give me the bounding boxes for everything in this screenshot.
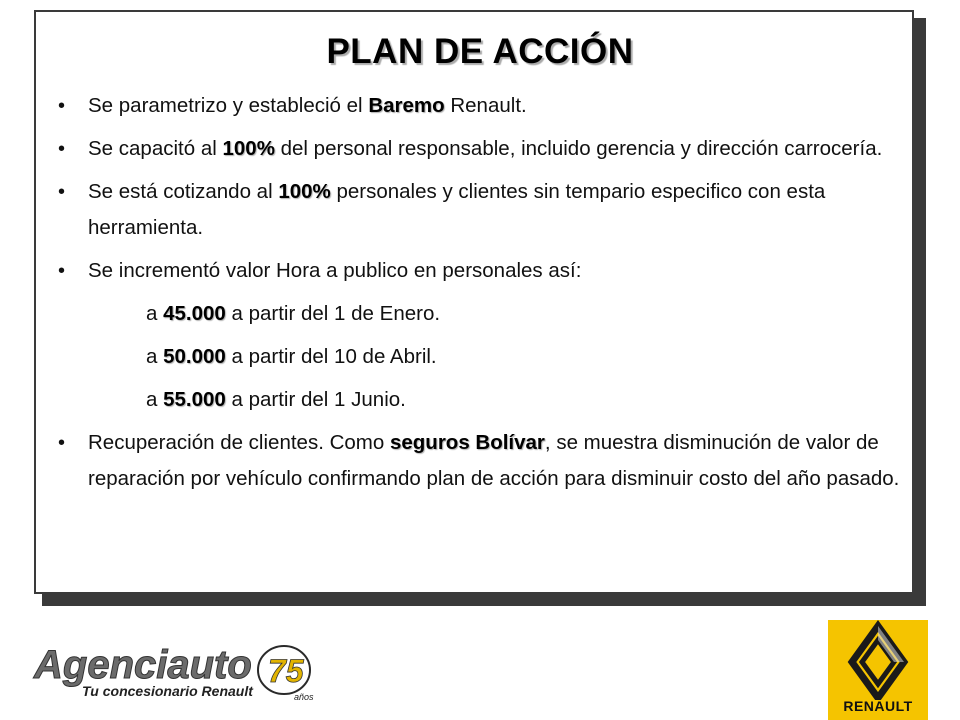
agenciauto-logo bbox=[32, 638, 332, 708]
bullet-icon: • bbox=[58, 181, 66, 203]
rate-line-january: a 45.000 a partir del 1 de Enero. bbox=[146, 302, 441, 325]
agenciauto-name: Agenciauto bbox=[34, 643, 252, 687]
list-item-quoting: • Se está cotizando al 100% personales y clientes sin tempario especifico con esta herramienta. bbox=[58, 174, 918, 246]
bullet-icon: • bbox=[58, 95, 66, 117]
bullet-icon: • bbox=[58, 138, 66, 160]
list-item-baremo: • Se parametrizo y estableció el Baremo Renault. bbox=[58, 88, 918, 124]
agenciauto-tagline: Tu concesionario Renault bbox=[82, 683, 253, 699]
page-title: PLAN DE ACCIÓN bbox=[326, 32, 634, 71]
anniversary-years: 75 bbox=[268, 653, 304, 689]
anniversary-anos: años bbox=[294, 692, 314, 702]
list-item-training: • Se capacitó al 100% del personal responsable, incluido gerencia y dirección carrocería. bbox=[58, 131, 918, 167]
rate-line-april: a 50.000 a partir del 10 de Abril. bbox=[146, 345, 437, 368]
renault-logo bbox=[828, 620, 928, 720]
bullet-list bbox=[58, 88, 918, 504]
bullet-icon: • bbox=[58, 432, 66, 454]
list-item-client-recovery: • Recuperación de clientes. Como seguros Bolívar, se muestra disminución de valor de reparación por vehículo confirmando plan de acción para disminuir costo del año pasado. bbox=[58, 425, 918, 497]
rate-line-june: a 55.000 a partir del 1 Junio. bbox=[146, 388, 406, 411]
bullet-icon: • bbox=[58, 260, 66, 282]
renault-diamond-icon bbox=[828, 620, 928, 700]
renault-wordmark: RENAULT bbox=[843, 698, 913, 714]
list-item-hourly-rate: • Se incrementó valor Hora a publico en personales así: bbox=[58, 253, 918, 289]
